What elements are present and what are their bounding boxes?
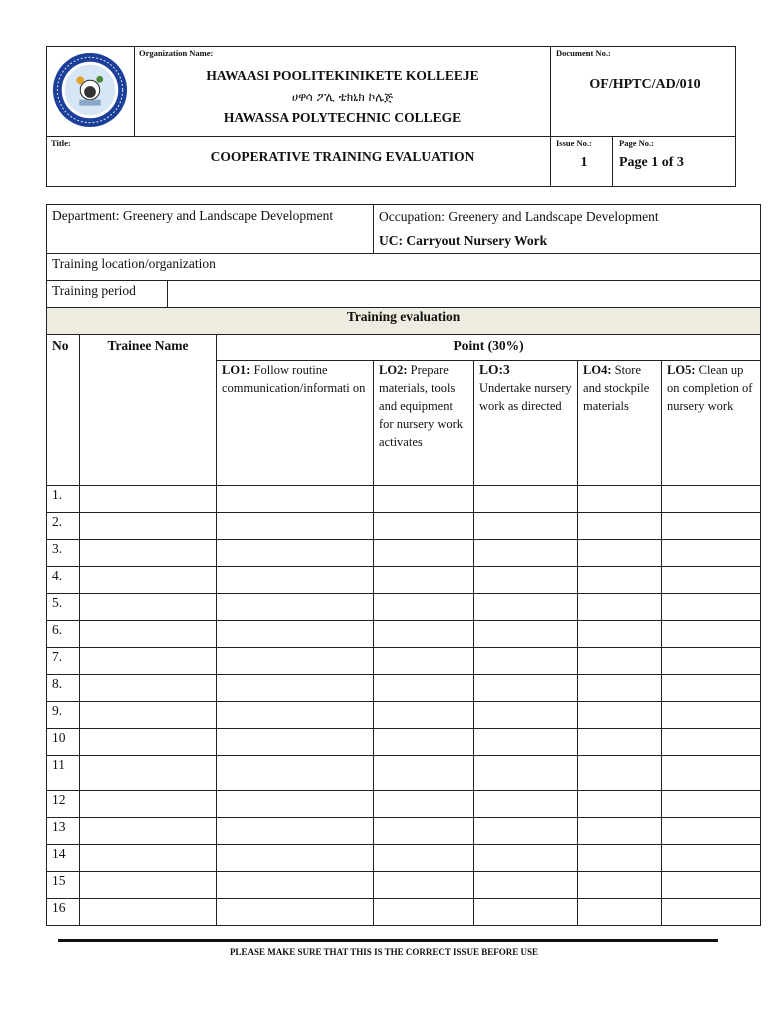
lo5-score-cell[interactable] [662,702,761,729]
trainee-name-cell[interactable] [80,540,217,567]
learning-outcome-4: LO4: Store and stockpile materials [578,361,662,486]
trainee-row [47,594,761,621]
trainee-name-cell[interactable] [80,567,217,594]
org-name-english: HAWASSA POLYTECHNIC COLLEGE [223,110,462,125]
lo2-score-cell[interactable] [374,594,474,621]
lo2-score-cell[interactable] [374,540,474,567]
column-header-row [47,335,761,361]
document-number-label: Document No.: [556,48,611,58]
trainee-rows [47,486,761,926]
trainee-name-cell[interactable] [80,486,217,513]
footer-notice: PLEASE MAKE SURE THAT THIS IS THE CORRECT ISSUE BEFORE USE [229,947,539,957]
lo2-score-cell[interactable] [374,845,474,872]
lo2-score-cell[interactable] [374,513,474,540]
lo4-score-cell[interactable] [578,818,662,845]
lo5-score-cell[interactable] [662,486,761,513]
trainee-row [47,872,761,899]
lo3-score-cell[interactable] [474,702,578,729]
row-number: 9. [47,702,80,729]
lo3-score-cell[interactable] [474,540,578,567]
lo3-score-cell[interactable] [474,791,578,818]
lo4-score-cell[interactable] [578,486,662,513]
lo3-score-cell[interactable] [474,675,578,702]
row-number: 6. [47,621,80,648]
lo5-score-cell[interactable] [662,675,761,702]
lo1-score-cell[interactable] [217,818,374,845]
lo1-score-cell[interactable] [217,621,374,648]
issue-number-label: Issue No.: [556,138,592,148]
trainee-name-cell[interactable] [80,648,217,675]
trainee-row [47,486,761,513]
document-title: COOPERATIVE TRAINING EVALUATION [210,149,475,164]
lo5-score-cell[interactable] [662,791,761,818]
lo3-score-cell[interactable] [474,872,578,899]
lo4-score-cell[interactable] [578,899,662,926]
lo4-score-cell[interactable] [578,845,662,872]
location-row [47,254,761,281]
lo4-score-cell[interactable] [578,675,662,702]
lo5-score-cell[interactable] [662,899,761,926]
lo1-score-cell[interactable] [217,675,374,702]
training-location-label: Training location/organization [47,254,761,281]
lo5-score-cell[interactable] [662,513,761,540]
row-number: 1. [47,486,80,513]
learning-outcome-5: LO5: Clean up on completion of nursery work [662,361,761,486]
lo4-score-cell[interactable] [578,791,662,818]
lo3-score-cell[interactable] [474,756,578,791]
section-title: Training evaluation [47,308,761,335]
trainee-row [47,791,761,818]
row-number: 8. [47,675,80,702]
lo4-score-cell[interactable] [578,594,662,621]
trainee-row [47,729,761,756]
row-number: 13 [47,818,80,845]
lo1-score-cell[interactable] [217,791,374,818]
lo4-score-cell[interactable] [578,513,662,540]
lo1-score-cell[interactable] [217,648,374,675]
row-number: 4. [47,567,80,594]
lo3-score-cell[interactable] [474,567,578,594]
lo5-score-cell[interactable] [662,648,761,675]
row-number: 12 [47,791,80,818]
lo3-score-cell[interactable] [474,899,578,926]
row-number: 5. [47,594,80,621]
org-name-label: Organization Name: [139,48,214,58]
lo1-score-cell[interactable] [217,594,374,621]
title-label: Title: [51,138,71,148]
trainee-row [47,818,761,845]
trainee-name-cell[interactable] [80,756,217,791]
lo2-score-cell[interactable] [374,702,474,729]
lo4-score-cell[interactable] [578,567,662,594]
lo2-score-cell[interactable] [374,621,474,648]
lo1-score-cell[interactable] [217,729,374,756]
lo2-score-cell[interactable] [374,729,474,756]
row-number: 2. [47,513,80,540]
trainee-name-cell[interactable] [80,899,217,926]
section-title-row [47,308,761,335]
unit-of-competence: UC: Carryout Nursery Work [379,233,548,248]
trainee-row [47,567,761,594]
lo1-score-cell[interactable] [217,872,374,899]
page-number-label: Page No.: [619,138,654,148]
learning-outcome-2: LO2: Prepare materials, tools and equipment for nursery work activates [374,361,474,486]
lo3-score-cell[interactable] [474,729,578,756]
lo5-score-cell[interactable] [662,756,761,791]
page-number: Page 1 of 3 [619,155,684,170]
trainee-name-cell[interactable] [80,791,217,818]
lo4-score-cell[interactable] [578,648,662,675]
lo5-score-cell[interactable] [662,567,761,594]
lo1-score-cell[interactable] [217,845,374,872]
lo2-score-cell[interactable] [374,567,474,594]
org-name-amharic: ሀዋሳ ፖሊ ቴክኒክ ኮሌጅ [291,90,394,104]
department-field: Department: Greenery and Landscape Development [47,205,374,254]
lo4-score-cell[interactable] [578,729,662,756]
trainee-name-cell[interactable] [80,729,217,756]
lo3-score-cell[interactable] [474,513,578,540]
trainee-name-cell[interactable] [80,675,217,702]
lo5-score-cell[interactable] [662,594,761,621]
occupation-text: Occupation: Greenery and Landscape Development [379,209,659,224]
row-number: 15 [47,872,80,899]
row-number: 14 [47,845,80,872]
trainee-row [47,899,761,926]
divider [550,47,551,186]
lo4-score-cell[interactable] [578,621,662,648]
lo1-score-cell[interactable] [217,486,374,513]
lo4-score-cell[interactable] [578,540,662,567]
lo3-score-cell[interactable] [474,648,578,675]
training-period-value[interactable] [168,281,761,308]
issue-number: 1 [580,155,588,170]
lo1-score-cell[interactable] [217,540,374,567]
lo4-score-cell[interactable] [578,872,662,899]
lo2-score-cell[interactable] [374,791,474,818]
lo1-score-cell[interactable] [217,899,374,926]
lo3-score-cell[interactable] [474,818,578,845]
lo2-score-cell[interactable] [374,899,474,926]
trainee-row [47,540,761,567]
trainee-row [47,675,761,702]
column-header-point: Point (30%) [217,335,761,361]
training-period-label: Training period [47,281,168,308]
trainee-row [47,756,761,791]
trainee-row [47,702,761,729]
row-number: 7. [47,648,80,675]
lo3-score-cell[interactable] [474,594,578,621]
lo1-score-cell[interactable] [217,567,374,594]
lo2-score-cell[interactable] [374,756,474,791]
lo2-score-cell[interactable] [374,872,474,899]
document-number: OF/HPTC/AD/010 [589,77,701,92]
row-number: 16 [47,899,80,926]
trainee-name-cell[interactable] [80,513,217,540]
lo2-score-cell[interactable] [374,486,474,513]
occupation-field [374,205,761,254]
department-row [47,205,761,254]
row-number: 11 [47,756,80,791]
row-number: 10 [47,729,80,756]
period-row [47,281,761,308]
lo5-score-cell[interactable] [662,621,761,648]
trainee-row [47,648,761,675]
lo3-score-cell[interactable] [474,621,578,648]
lo4-score-cell[interactable] [578,756,662,791]
lo2-score-cell[interactable] [374,818,474,845]
trainee-name-cell[interactable] [80,594,217,621]
document-header [46,46,736,187]
lo1-score-cell[interactable] [217,756,374,791]
lo1-score-cell[interactable] [217,702,374,729]
row-number: 3. [47,540,80,567]
lo4-score-cell[interactable] [578,702,662,729]
learning-outcome-3: LO:3 Undertake nursery work as directed [474,361,578,486]
trainee-row [47,621,761,648]
evaluation-form [46,204,761,926]
trainee-name-cell[interactable] [80,872,217,899]
lo5-score-cell[interactable] [662,729,761,756]
org-name-oromo: HAWAASI POOLITEKINIKETE KOLLEEJE [206,68,479,83]
column-header-no: No [47,335,80,486]
trainee-row [47,845,761,872]
trainee-row [47,513,761,540]
trainee-name-cell[interactable] [80,702,217,729]
lo2-score-cell[interactable] [374,675,474,702]
lo5-score-cell[interactable] [662,540,761,567]
trainee-name-cell[interactable] [80,818,217,845]
footer-rule [58,939,718,942]
lo5-score-cell[interactable] [662,872,761,899]
college-logo [51,51,129,129]
lo1-score-cell[interactable] [217,513,374,540]
lo5-score-cell[interactable] [662,845,761,872]
trainee-name-cell[interactable] [80,845,217,872]
lo3-score-cell[interactable] [474,486,578,513]
lo3-score-cell[interactable] [474,845,578,872]
divider [47,136,735,137]
lo2-score-cell[interactable] [374,648,474,675]
column-header-trainee-name: Trainee Name [80,335,217,486]
lo5-score-cell[interactable] [662,818,761,845]
trainee-name-cell[interactable] [80,621,217,648]
learning-outcome-1: LO1: Follow routine communication/informati on [217,361,374,486]
